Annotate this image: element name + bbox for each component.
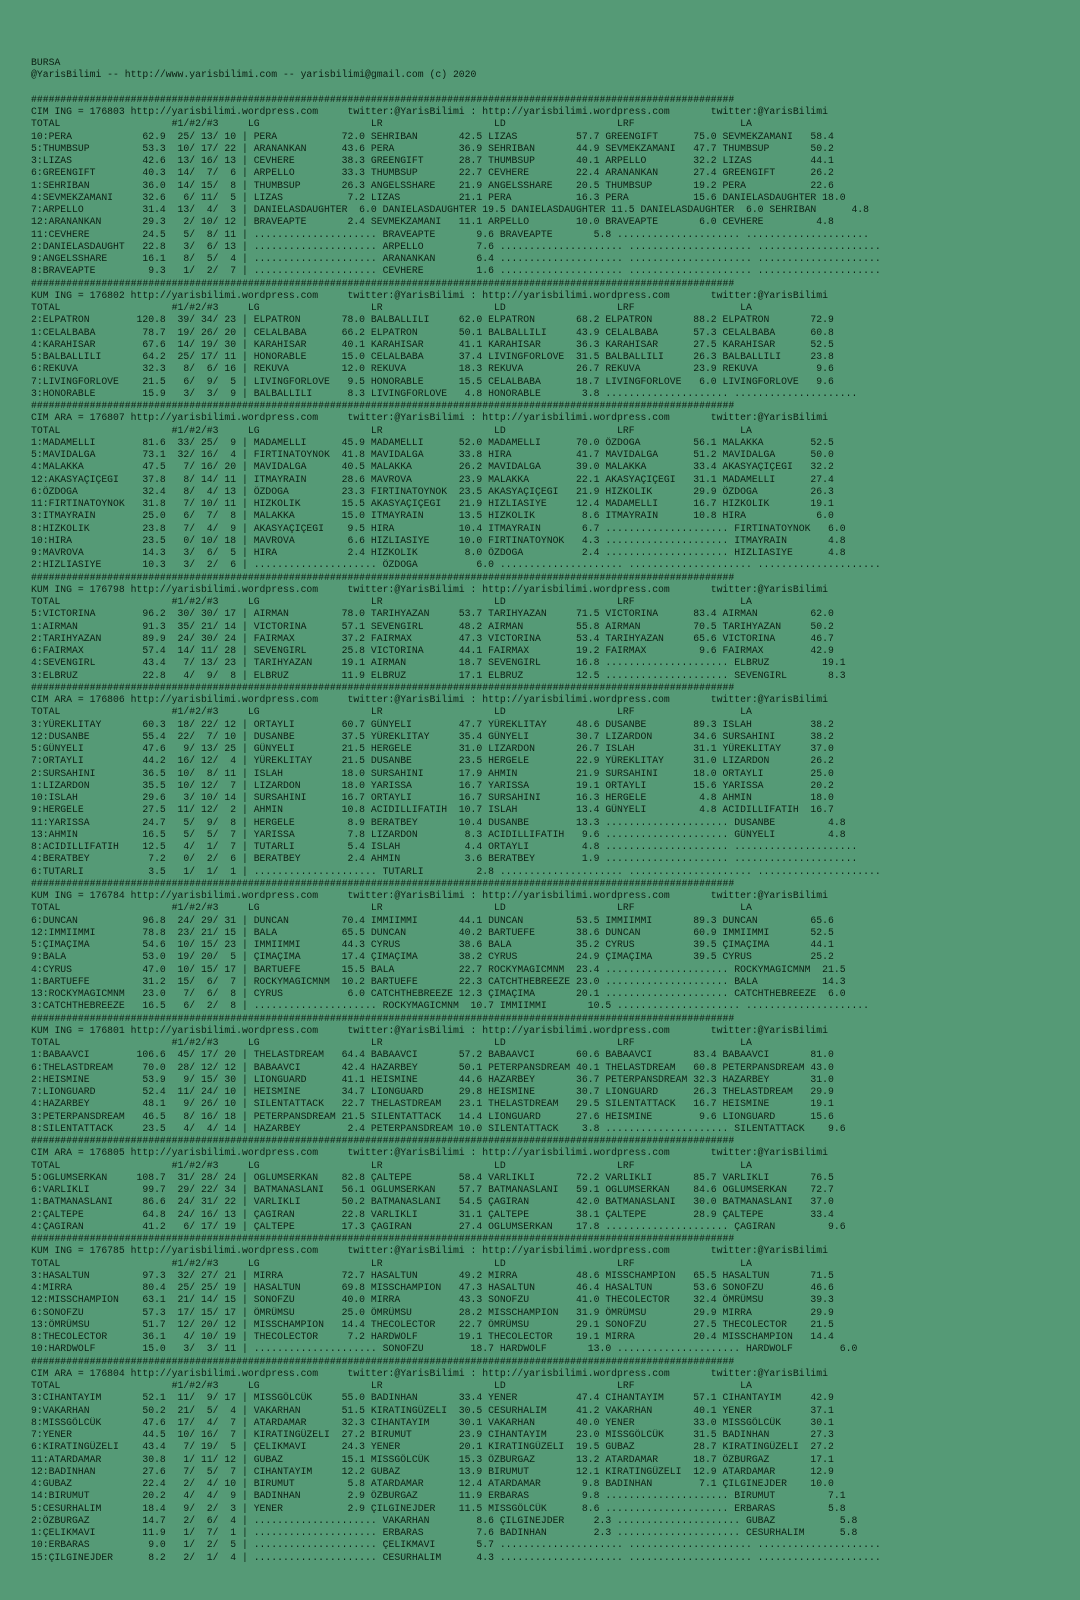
race-section: [31, 694, 1071, 878]
column-header-line: TOTAL #1/#2/#3 LG LR LD LRF LA: [31, 1257, 752, 1269]
report-document: [31, 57, 1071, 1564]
result-row: 4:MIRRA 80.4 25/ 25/ 19 | HASALTUN 69.8 MISSCHAMPION 47.3 HASALTUN 46.4 HASALTUN 53.6 SONOFZU 46.6: [31, 1282, 834, 1293]
result-row: 7:LIONGUARD 52.4 11/ 24/ 10 | HEISMINE 34.7 LIONGUARD 29.8 HEISMINE 30.7 LIONGUARD 26.3 THELASTDREAM 29.9: [31, 1086, 834, 1097]
race-section: [31, 1368, 1071, 1564]
race-section: [31, 1147, 1071, 1233]
result-row: 6:SONOFZU 57.3 17/ 15/ 17 | ÖMRÜMSU 25.0 ÖMRÜMSU 28.2 MISSCHAMPION 31.9 ÖMRÜMSU 29.9 MIRRA 29.9: [31, 1306, 834, 1318]
result-row: 3:HASALTUN 97.3 32/ 27/ 21 | MIRRA 72.7 HASALTUN 49.2 MIRRA 48.6 MISSCHAMPION 65.5 HASALTUN 71.5: [31, 1269, 834, 1281]
race-section: [31, 584, 1071, 682]
result-row: 12:AKASYAÇIÇEGI 37.8 8/ 14/ 11 | ITMAYRAIN 28.6 MAVROVA 23.9 MALAKKA 22.1 AKASYAÇIÇEGI 31.1 MADAMELLI 27.4: [31, 473, 834, 485]
result-row: 6:REKUVA 32.3 8/ 6/ 16 | REKUVA 12.0 REKUVA 18.3 REKUVA 26.7 REKUVA 23.9 REKUVA 9.6: [31, 363, 834, 375]
result-row: 6:KIRATINGÜZELI 43.4 7/ 19/ 5 | ÇELIKMAVI 24.3 YENER 20.1 KIRATINGÜZELI 19.5 GUBAZ 28.7 KIRATINGÜZELI 27.2: [31, 1441, 834, 1453]
result-row: 4:KARAHISAR 67.6 14/ 19/ 30 | KARAHISAR 40.1 KARAHISAR 41.1 KARAHISAR 36.3 KARAHISAR 27.5 KARAHISAR 52.5: [31, 338, 834, 350]
result-row: 5:GÜNYELI 47.6 9/ 13/ 25 | GÜNYELI 21.5 HERGELE 31.0 LIZARDON 26.7 ISLAH 31.1 YÜREKLITAY 37.0: [31, 743, 834, 754]
result-row: 4:GUBAZ 22.4 2/ 4/ 10 | BIRUMUT 5.8 ATARDAMAR 12.4 ATARDAMAR 9.8 BADINHAN 7.1 ÇILGINEJDER 10.0: [31, 1478, 834, 1489]
result-row: 7:ARPELLO 31.4 13/ 4/ 3 | DANIELASDAUGHTER 6.0 DANIELASDAUGHTER 19.5 DANIELASDAUGHTER 11.5 DANIELASDAUGHTER 6.0 SEHRIBAN 4.8: [31, 204, 870, 215]
result-row: 11:FIRTINATOYNOK 31.8 7/ 10/ 11 | HIZKOLIK 15.5 AKASYAÇIÇEGI 21.9 HIZLIASIYE 12.4 MADAMELLI 16.7 HIZKOLIK 19.1: [31, 498, 834, 509]
result-row: 1:CELALBABA 78.7 19/ 26/ 20 | CELALBABA 66.2 ELPATRON 50.1 BALBALLILI 43.9 CELALBABA 57.3 CELALBABA 60.8: [31, 326, 834, 338]
race-header-line: CIM ARA = 176806 http://yarisbilimi.wordpress.com twitter:@YarisBilimi : http://yarisbilimi.wordpress.com twitter:@YarisBilimi: [31, 694, 829, 705]
separator-line: ########################################################################################################################: [31, 877, 735, 889]
document-credit-line: @YarisBilimi -- http://www.yarisbilimi.com -- yarisbilimi@gmail.com (c) 2020: [31, 69, 477, 81]
result-row: 3:LIZAS 42.6 13/ 16/ 13 | CEVHERE 38.3 GREENGIFT 28.7 THUMBSUP 40.1 ARPELLO 32.2 LIZAS 44.1: [31, 155, 834, 166]
race-section: [31, 1245, 1071, 1355]
result-row: 5:VICTORINA 96.2 30/ 30/ 17 | AIRMAN 78.0 TARIHYAZAN 53.7 TARIHYAZAN 71.5 VICTORINA 83.4 AIRMAN 62.0: [31, 608, 834, 620]
race-section: [31, 890, 1071, 1013]
column-header-line: TOTAL #1/#2/#3 LG LR LD LRF LA: [31, 706, 752, 718]
result-row: 2:ÇALTEPE 64.8 24/ 16/ 13 | ÇAGIRAN 22.8 VARLIKLI 31.1 ÇALTEPE 38.1 ÇALTEPE 28.9 ÇALTEPE 33.4: [31, 1208, 834, 1220]
result-row: 1:ÇELIKMAVI 11.9 1/ 7/ 1 | ..................... ERBARAS 7.6 BADINHAN 2.3 ..................... CESURHALIM 5.8: [31, 1527, 858, 1538]
result-row: 8:HIZKOLIK 23.8 7/ 4/ 9 | AKASYAÇIÇEGI 9.5 HIRA 10.4 ITMAYRAIN 6.7 ..................... FIRTINATOYNOK 6.0: [31, 522, 846, 534]
result-row: 12:ARANANKAN 29.3 2/ 10/ 12 | BRAVEAPTE 2.4 SEVMEKZAMANI 11.1 ARPELLO 10.0 BRAVEAPTE 6.0 CEVHERE 4.8: [31, 216, 834, 228]
race-header-line: CIM ING = 176803 http://yarisbilimi.wordpress.com twitter:@YarisBilimi : http://yarisbilimi.wordpress.com twitter:@YarisBilimi: [31, 106, 829, 117]
race-header-line: KUM ING = 176801 http://yarisbilimi.wordpress.com twitter:@YarisBilimi : http://yarisbilimi.wordpress.com twitter:@YarisBilimi: [31, 1024, 829, 1036]
result-row: 9:BALA 53.0 19/ 20/ 5 | ÇIMAÇIMA 17.4 ÇIMAÇIMA 38.2 CYRUS 24.9 ÇIMAÇIMA 39.5 CYRUS 25.2: [31, 951, 834, 963]
result-row: 3:ELBRUZ 22.8 4/ 9/ 8 | ELBRUZ 11.9 ELBRUZ 17.1 ELBRUZ 12.5 ..................... SEVENGIRL 8.3: [31, 669, 846, 681]
result-row: 12:DUSANBE 55.4 22/ 7/ 10 | DUSANBE 37.5 YÜREKLITAY 35.4 GÜNYELI 30.7 LIZARDON 34.6 SURSAHINI 38.2: [31, 730, 834, 742]
column-header-line: TOTAL #1/#2/#3 LG LR LD LRF LA: [31, 596, 752, 607]
result-row: 7:YENER 44.5 10/ 16/ 7 | KIRATINGÜZELI 27.2 BIRUMUT 23.9 CIHANTAYIM 23.0 MISSGÖLCÜK 31.5 BADINHAN 27.3: [31, 1429, 834, 1440]
result-row: 3:YÜREKLITAY 60.3 18/ 22/ 12 | ORTAYLI 60.7 GÜNYELI 47.7 YÜREKLITAY 48.6 DUSANBE 89.3 ISLAH 38.2: [31, 718, 834, 730]
separator-line: ########################################################################################################################: [31, 571, 735, 583]
result-row: 6:GREENGIFT 40.3 14/ 7/ 6 | ARPELLO 33.3 THUMBSUP 22.7 CEVHERE 22.4 ARANANKAN 27.4 GREENGIFT 26.2: [31, 167, 834, 179]
column-header-line: TOTAL #1/#2/#3 LG LR LD LRF LA: [31, 424, 752, 436]
result-row: 8:BRAVEAPTE 9.3 1/ 2/ 7 | ..................... CEVHERE 1.6 ..................... ..................... .....................: [31, 265, 881, 277]
race-header-line: CIM ARA = 176807 http://yarisbilimi.wordpress.com twitter:@YarisBilimi : http://yarisbilimi.wordpress.com twitter:@YarisBilimi: [31, 412, 829, 424]
race-section: [31, 1025, 1071, 1135]
column-header-line: TOTAL #1/#2/#3 LG LR LD LRF LA: [31, 1380, 752, 1391]
result-row: 13:ÖMRÜMSU 51.7 12/ 20/ 12 | MISSCHAMPION 14.4 THECOLECTOR 22.7 ÖMRÜMSU 29.1 SONOFZU 27.5 THECOLECTOR 21.5: [31, 1318, 834, 1330]
result-row: 2:ÖZBURGAZ 14.7 2/ 6/ 4 | ..................... VAKARHAN 8.6 ÇILGINEJDER 2.3 ..................... GUBAZ 5.8: [31, 1514, 858, 1526]
result-row: 1:AIRMAN 91.3 35/ 21/ 14 | VICTORINA 57.1 SEVENGIRL 48.2 AIRMAN 55.8 AIRMAN 70.5 TARIHYAZAN 50.2: [31, 620, 834, 632]
result-row: 4:HAZARBEY 48.1 9/ 26/ 10 | SILENTATTACK 22.7 THELASTDREAM 23.1 THELASTDREAM 29.5 SILENTATTACK 16.7 HEISMINE 19.1: [31, 1098, 834, 1110]
result-row: 8:THECOLECTOR 36.1 4/ 10/ 19 | THECOLECTOR 7.2 HARDWOLF 19.1 THECOLECTOR 19.1 MIRRA 20.4 MISSCHAMPION 14.4: [31, 1331, 834, 1342]
result-row: 15:ÇILGINEJDER 8.2 2/ 1/ 4 | ..................... CESURHALIM 4.3 ..................... ..................... .....................: [31, 1551, 881, 1563]
separator-line: ########################################################################################################################: [31, 1233, 735, 1244]
result-row: 1:BARTUEFE 31.2 15/ 6/ 7 | ROCKYMAGICMNM 10.2 BARTUEFE 22.3 CATCHTHEBREEZE 23.0 ..................... BALA 14.3: [31, 975, 846, 987]
result-row: 9:HERGELE 27.5 11/ 12/ 2 | AHMIN 10.8 ACIDILLIFATIH 10.7 ISLAH 13.4 GÜNYELI 4.8 ACIDILLIFATIH 16.7: [31, 804, 834, 816]
result-row: 6:DUNCAN 96.8 24/ 29/ 31 | DUNCAN 70.4 IMMIIMMI 44.1 DUNCAN 53.5 IMMIIMMI 89.3 DUNCAN 65.6: [31, 914, 834, 926]
result-row: 1:BATMANASLANI 86.6 24/ 31/ 22 | VARLIKLI 50.2 BATMANASLANI 54.5 ÇAGIRAN 42.0 BATMANASLANI 30.0 BATMANASLANI 37.0: [31, 1196, 834, 1208]
document-title: BURSA: [31, 57, 61, 68]
race-header-line: CIM ARA = 176804 http://yarisbilimi.wordpress.com twitter:@YarisBilimi : http://yarisbilimi.wordpress.com twitter:@YarisBilimi: [31, 1367, 829, 1379]
result-row: 5:THUMBSUP 53.3 10/ 17/ 22 | ARANANKAN 43.6 PERA 36.9 SEHRIBAN 44.9 SEVMEKZAMANI 47.7 THUMBSUP 50.2: [31, 142, 834, 154]
result-row: 3:CATCHTHEBREEZE 16.5 6/ 2/ 8 | ..................... ROCKYMAGICMNM 10.7 IMMIIMMI 10.5 ..................... .....................: [31, 1000, 870, 1012]
result-row: 2:HEISMINE 53.9 9/ 15/ 30 | LIONGUARD 41.1 HEISMINE 44.6 HAZARBEY 36.7 PETERPANSDREAM 32.3 HAZARBEY 31.0: [31, 1073, 834, 1085]
result-row: 5:CESURHALIM 18.4 9/ 2/ 3 | YENER 2.9 ÇILGINEJDER 11.5 MISSGÖLCÜK 8.6 ..................... ERBARAS 5.8: [31, 1502, 846, 1514]
result-row: 10:HIRA 23.5 0/ 10/ 18 | MAVROVA 6.6 HIZLIASIYE 10.0 FIRTINATOYNOK 4.3 ..................... ITMAYRAIN 4.8: [31, 534, 846, 546]
result-row: 8:SILENTATTACK 23.5 4/ 4/ 14 | HAZARBEY 2.4 PETERPANSDREAM 10.0 SILENTATTACK 3.8 ..................... SILENTATTACK 9.6: [31, 1122, 846, 1134]
result-row: 2:SURSAHINI 36.5 10/ 8/ 11 | ISLAH 18.0 SURSAHINI 17.9 AHMIN 21.9 SURSAHINI 18.0 ORTAYLI 25.0: [31, 767, 834, 779]
race-header-line: KUM ING = 176798 http://yarisbilimi.wordpress.com twitter:@YarisBilimi : http://yarisbilimi.wordpress.com twitter:@YarisBilimi: [31, 583, 829, 595]
result-row: 5:MAVIDALGA 73.1 32/ 16/ 4 | FIRTINATOYNOK 41.8 MAVIDALGA 33.8 HIRA 41.7 MAVIDALGA 51.2 MAVIDALGA 50.0: [31, 449, 834, 460]
blank-line: [31, 82, 1071, 94]
result-row: 11:CEVHERE 24.5 5/ 8/ 11 | ..................... BRAVEAPTE 9.6 BRAVEAPTE 5.8 ..................... .....................: [31, 228, 870, 240]
separator-line: ########################################################################################################################: [31, 277, 735, 289]
result-row: 10:ISLAH 29.6 3/ 10/ 14 | SURSAHINI 16.7 ORTAYLI 16.7 SURSAHINI 16.3 HERGELE 4.8 AHMIN 18.0: [31, 792, 834, 803]
result-row: 2:TARIHYAZAN 89.9 24/ 30/ 24 | FAIRMAX 37.2 FAIRMAX 47.3 VICTORINA 53.4 TARIHYAZAN 65.6 VICTORINA 46.7: [31, 632, 834, 644]
separator-line: ########################################################################################################################: [31, 93, 735, 105]
result-row: 4:CYRUS 47.0 10/ 15/ 17 | BARTUEFE 15.5 BALA 22.7 ROCKYMAGICMNM 23.4 ..................... ROCKYMAGICMNM 21.5: [31, 963, 846, 975]
result-row: 6:FAIRMAX 57.4 14/ 11/ 28 | SEVENGIRL 25.8 VICTORINA 44.1 FAIRMAX 19.2 FAIRMAX 9.6 FAIRMAX 42.9: [31, 645, 834, 656]
result-row: 4:SEVMEKZAMANI 32.6 6/ 11/ 5 | LIZAS 7.2 LIZAS 21.1 PERA 16.3 PERA 15.6 DANIELASDAUGHTER 18.0: [31, 191, 846, 203]
column-header-line: TOTAL #1/#2/#3 LG LR LD LRF LA: [31, 118, 752, 130]
result-row: 4:BERATBEY 7.2 0/ 2/ 6 | BERATBEY 2.4 AHMIN 3.6 BERATBEY 1.9 ..................... .....................: [31, 853, 858, 865]
separator-line: ########################################################################################################################: [31, 1355, 735, 1367]
result-row: 7:LIVINGFORLOVE 21.5 6/ 9/ 5 | LIVINGFORLOVE 9.5 HONORABLE 15.5 CELALBABA 18.7 LIVINGFORLOVE 6.0 LIVINGFORLOVE 9.6: [31, 375, 834, 387]
race-section: [31, 290, 1071, 400]
result-row: 6:TUTARLI 3.5 1/ 1/ 1 | ..................... TUTARLI 2.8 ..................... ..................... .....................: [31, 865, 881, 877]
column-header-line: TOTAL #1/#2/#3 LG LR LD LRF LA: [31, 1159, 752, 1171]
race-header-line: CIM ARA = 176805 http://yarisbilimi.wordpress.com twitter:@YarisBilimi : http://yarisbilimi.wordpress.com twitter:@YarisBilimi: [31, 1147, 829, 1159]
result-row: 10:ERBARAS 9.0 1/ 2/ 5 | ..................... ÇELIKMAVI 5.7 ..................... ..................... .....................: [31, 1539, 881, 1551]
result-row: 12:BADINHAN 27.6 7/ 5/ 7 | CIHANTAYIM 12.2 GUBAZ 13.9 BIRUMUT 12.1 KIRATINGÜZELI 12.9 ATARDAMAR 12.9: [31, 1465, 834, 1477]
race-header-line: KUM ING = 176785 http://yarisbilimi.wordpress.com twitter:@YarisBilimi : http://yarisbilimi.wordpress.com twitter:@YarisBilimi: [31, 1245, 829, 1257]
result-row: 2:HIZLIASIYE 10.3 3/ 2/ 6 | ..................... ÖZDOGA 6.0 ..................... ..................... .....................: [31, 559, 881, 571]
result-row: 10:PERA 62.9 25/ 13/ 10 | PERA 72.0 SEHRIBAN 42.5 LIZAS 57.7 GREENGIFT 75.0 SEVMEKZAMANI 58.4: [31, 130, 834, 142]
result-row: 5:ÇIMAÇIMA 54.6 10/ 15/ 23 | IMMIIMMI 44.3 CYRUS 38.6 BALA 35.2 CYRUS 39.5 ÇIMAÇIMA 44.1: [31, 939, 834, 950]
result-row: 14:BIRUMUT 20.2 4/ 4/ 9 | BADINHAN 2.9 ÖZBURGAZ 11.9 ERBARAS 9.8 ..................... BIRUMUT 7.1: [31, 1490, 846, 1502]
result-row: 7:ORTAYLI 44.2 16/ 12/ 4 | YÜREKLITAY 21.5 DUSANBE 23.5 HERGELE 22.9 YÜREKLITAY 31.0 LIZARDON 26.2: [31, 755, 834, 767]
result-row: 12:MISSCHAMPION 63.1 21/ 14/ 15 | SONOFZU 40.0 MIRRA 43.3 SONOFZU 41.0 THECOLECTOR 32.4 ÖMRÜMSU 39.3: [31, 1294, 834, 1306]
separator-line: ########################################################################################################################: [31, 681, 735, 693]
result-row: 6:VARLIKLI 99.7 29/ 22/ 34 | BATMANASLANI 56.1 OGLUMSERKAN 57.7 BATMANASLANI 59.1 OGLUMSERKAN 84.6 OGLUMSERKAN 72.7: [31, 1184, 834, 1195]
result-row: 3:PETERPANSDREAM 46.5 8/ 16/ 18 | PETERPANSDREAM 21.5 SILENTATTACK 14.4 LIONGUARD 27.6 HEISMINE 9.6 LIONGUARD 15.6: [31, 1110, 834, 1122]
result-row: 8:MISSGÖLCÜK 47.6 17/ 4/ 7 | ATARDAMAR 32.3 CIHANTAYIM 30.1 VAKARHAN 40.0 YENER 33.0 MISSGÖLCÜK 30.1: [31, 1416, 834, 1428]
result-row: 1:SEHRIBAN 36.0 14/ 15/ 8 | THUMBSUP 26.3 ANGELSSHARE 21.9 ANGELSSHARE 20.5 THUMBSUP 19.2 PERA 22.6: [31, 179, 834, 191]
result-row: 4:MALAKKA 47.5 7/ 16/ 20 | MAVIDALGA 40.5 MALAKKA 26.2 MAVIDALGA 39.0 MALAKKA 33.4 AKASYAÇIÇEGI 32.2: [31, 461, 834, 473]
race-header-line: KUM ING = 176784 http://yarisbilimi.wordpress.com twitter:@YarisBilimi : http://yarisbilimi.wordpress.com twitter:@YarisBilimi: [31, 890, 829, 901]
result-row: 3:CIHANTAYIM 52.1 11/ 9/ 17 | MISSGÖLCÜK 55.0 BADINHAN 33.4 YENER 47.4 CIHANTAYIM 57.1 CIHANTAYIM 42.9: [31, 1392, 834, 1404]
result-row: 6:THELASTDREAM 70.0 28/ 12/ 12 | BABAAVCI 42.4 HAZARBEY 50.1 PETERPANSDREAM 40.1 THELASTDREAM 60.8 PETERPANSDREAM 43.0: [31, 1061, 834, 1073]
result-row: 13:ROCKYMAGICMNM 23.0 7/ 6/ 8 | CYRUS 6.0 CATCHTHEBREEZE 12.3 ÇIMAÇIMA 20.1 ..................... CATCHTHEBREEZE 6.0: [31, 988, 846, 999]
result-row: 13:AHMIN 16.5 5/ 5/ 7 | YARISSA 7.8 LIZARDON 8.3 ACIDILLIFATIH 9.6 ..................... GÜNYELI 4.8: [31, 828, 846, 840]
result-row: 2:ELPATRON 120.8 39/ 34/ 23 | ELPATRON 78.0 BALBALLILI 62.0 ELPATRON 68.2 ELPATRON 88.2 ELPATRON 72.9: [31, 314, 834, 326]
race-section: [31, 412, 1071, 571]
result-row: 8:ACIDILLIFATIH 12.5 4/ 1/ 7 | TUTARLI 5.4 ISLAH 4.4 ORTAYLI 4.8 ..................... .....................: [31, 841, 858, 852]
race-sections: [31, 94, 1071, 1564]
result-row: 1:MADAMELLI 81.6 33/ 25/ 9 | MADAMELLI 45.9 MADAMELLI 52.0 MADAMELLI 70.0 ÖZDOGA 56.1 MALAKKA 52.5: [31, 436, 834, 448]
result-row: 9:VAKARHAN 50.2 21/ 5/ 4 | VAKARHAN 51.5 KIRATINGÜZELI 30.5 CESURHALIM 41.2 VAKARHAN 40.1 YENER 37.1: [31, 1404, 834, 1416]
separator-line: ########################################################################################################################: [31, 1012, 735, 1024]
result-row: 4:SEVENGIRL 43.4 7/ 13/ 23 | TARIHYAZAN 19.1 AIRMAN 18.7 SEVENGIRL 16.8 ..................... ELBRUZ 19.1: [31, 657, 846, 669]
result-row: 1:LIZARDON 35.5 10/ 12/ 7 | LIZARDON 18.0 YARISSA 16.7 YARISSA 19.1 ORTAYLI 15.6 YARISSA 20.2: [31, 779, 834, 791]
result-row: 10:HARDWOLF 15.0 3/ 3/ 11 | ..................... SONOFZU 18.7 HARDWOLF 13.0 ..................... HARDWOLF 6.0: [31, 1343, 858, 1355]
result-row: 2:DANIELASDAUGHT 22.8 3/ 6/ 13 | ..................... ARPELLO 7.6 ..................... ..................... .....................: [31, 240, 881, 252]
result-row: 12:IMMIIMMI 78.8 23/ 21/ 15 | BALA 65.5 DUNCAN 40.2 BARTUEFE 38.6 DUNCAN 60.9 IMMIIMMI 52.5: [31, 926, 834, 938]
result-row: 3:HONORABLE 15.9 3/ 3/ 9 | BALBALLILI 8.3 LIVINGFORLOVE 4.8 HONORABLE 3.8 ..................... .....................: [31, 387, 858, 399]
race-header-line: KUM ING = 176802 http://yarisbilimi.wordpress.com twitter:@YarisBilimi : http://yarisbilimi.wordpress.com twitter:@YarisBilimi: [31, 289, 829, 301]
result-row: 9:ANGELSSHARE 16.1 8/ 5/ 4 | ..................... ARANANKAN 6.4 ..................... ..................... .....................: [31, 253, 881, 264]
separator-line: ########################################################################################################################: [31, 400, 735, 411]
result-row: 4:ÇAGIRAN 41.2 6/ 17/ 19 | ÇALTEPE 17.3 ÇAGIRAN 27.4 OGLUMSERKAN 17.8 ..................... ÇAGIRAN 9.6: [31, 1220, 846, 1232]
result-row: 1:BABAAVCI 106.6 45/ 17/ 20 | THELASTDREAM 64.4 BABAAVCI 57.2 BABAAVCI 60.6 BABAAVCI 83.4 BABAAVCI 81.0: [31, 1049, 834, 1061]
result-row: 5:BALBALLILI 64.2 25/ 17/ 11 | HONORABLE 15.0 CELALBABA 37.4 LIVINGFORLOVE 31.5 BALBALLILI 26.3 BALBALLILI 23.8: [31, 351, 834, 362]
race-section: [31, 106, 1071, 278]
column-header-line: TOTAL #1/#2/#3 LG LR LD LRF LA: [31, 902, 752, 914]
column-header-line: TOTAL #1/#2/#3 LG LR LD LRF LA: [31, 302, 752, 313]
result-row: 6:ÖZDOGA 32.4 8/ 4/ 13 | ÖZDOGA 23.3 FIRTINATOYNOK 23.5 AKASYAÇIÇEGI 21.9 HIZKOLIK 29.9 ÖZDOGA 26.3: [31, 485, 834, 497]
column-header-line: TOTAL #1/#2/#3 LG LR LD LRF LA: [31, 1037, 752, 1048]
result-row: 11:YARISSA 24.7 5/ 9/ 8 | HERGELE 8.9 BERATBEY 10.4 DUSANBE 13.3 ..................... DUSANBE 4.8: [31, 816, 846, 828]
result-row: 9:MAVROVA 14.3 3/ 6/ 5 | HIRA 2.4 HIZKOLIK 8.0 ÖZDOGA 2.4 ..................... HIZLIASIYE 4.8: [31, 547, 846, 558]
separator-line: ########################################################################################################################: [31, 1135, 735, 1146]
result-row: 3:ITMAYRAIN 25.0 6/ 7/ 8 | MALAKKA 15.0 ITMAYRAIN 13.5 HIZKOLIK 8.6 ITMAYRAIN 10.8 HIRA 6.0: [31, 510, 834, 522]
result-row: 11:ATARDAMAR 30.8 1/ 11/ 12 | GUBAZ 15.1 MISSGÖLCÜK 15.3 ÖZBURGAZ 13.2 ATARDAMAR 18.7 ÖZBURGAZ 17.1: [31, 1453, 834, 1465]
result-row: 5:OGLUMSERKAN 108.7 31/ 28/ 24 | OGLUMSERKAN 82.8 ÇALTEPE 58.4 VARLIKLI 72.2 VARLIKLI 85.7 VARLIKLI 76.5: [31, 1171, 834, 1183]
